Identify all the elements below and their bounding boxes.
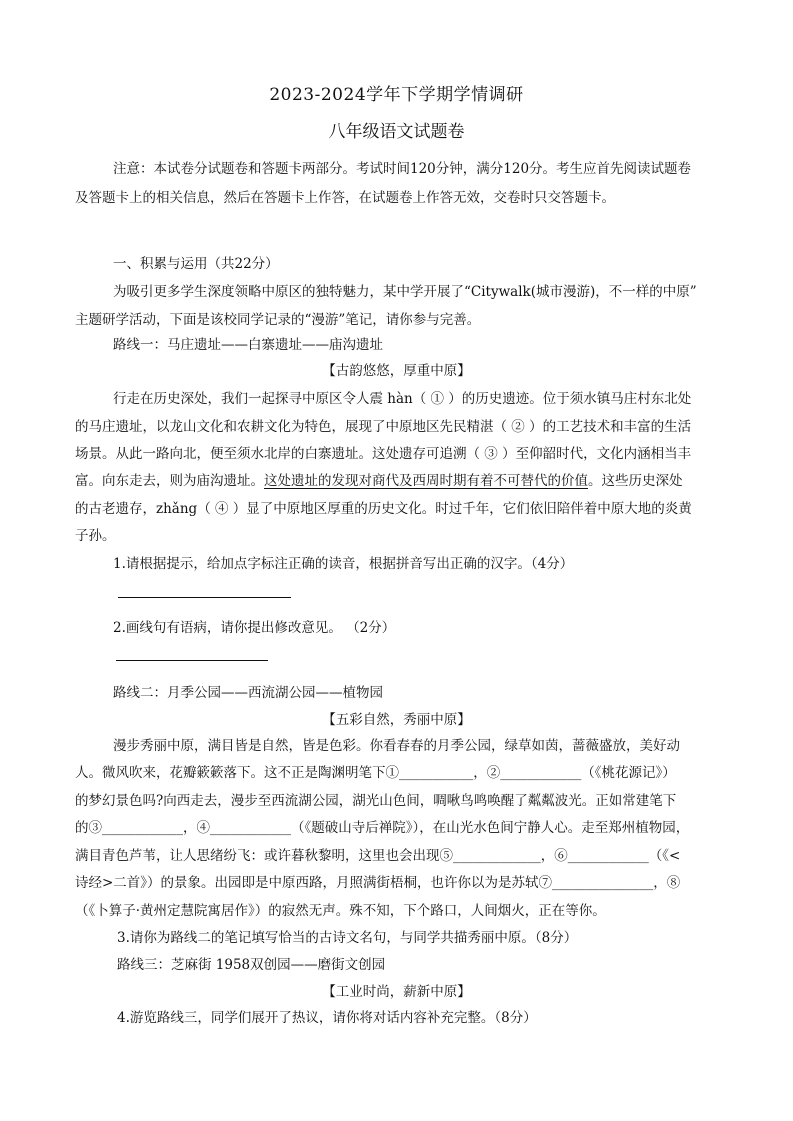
route3-label: 路线三：芝麻街 1958双创园——磨街文创园 bbox=[117, 957, 386, 973]
section-title: 一、积累与运用（共22分） bbox=[113, 256, 279, 272]
route1-para-line-1: 行走在历史深处，我们一起探寻中原区令人震 hàn（ ① ）的历史遗迹。位于须水镇马庄村东北处 bbox=[113, 391, 692, 407]
route2-para-line-7: （《卜算子·黄州定慧院寓居作》）的寂然无声。殊不知，下个路口，人间烟火，正在等你。 bbox=[75, 903, 606, 919]
notice-line-1: 注意：本试卷分试题卷和答题卡两部分。考试时间120分钟，满分120分。考生应首先阅读试题卷 bbox=[113, 161, 692, 177]
route1-label: 路线一：马庄遗址——白寨遗址——庙沟遗址 bbox=[113, 337, 383, 353]
route1-para-line-5: 的古老遗存，zhǎng（ ④ ）显了中原地区厚重的历史文化。时过千年，它们依旧陪伴着中原大地的炎黄 bbox=[75, 501, 692, 517]
underlined-sentence: 这处遗址的发现对商代及西周时期有着不可替代的价值 bbox=[264, 473, 588, 489]
route1-para-line-2: 的马庄遗址，以龙山文化和农耕文化为特色，展现了中原地区先民精湛（ ② ）的工艺技术和丰富的生活 bbox=[75, 419, 692, 435]
route1-para-line-6: 子孙。 bbox=[75, 528, 116, 544]
route3-heading: 【工业时尚，薪新中原】 bbox=[322, 984, 471, 1000]
exam-subtitle: 八年级语文试题卷 bbox=[328, 122, 465, 142]
question-3: 3.请你为路线二的笔记填写恰当的古诗文名句，与同学共描秀丽中原。（8分） bbox=[117, 930, 578, 946]
question-2: 2.画线句有语病，请你提出修改意见。 （2分） bbox=[113, 620, 396, 636]
route2-para-line-1: 漫步秀丽中原，满目皆是自然，皆是色彩。你看春春的月季公园，绿草如茵，蔷薇盛放，美好动 bbox=[113, 738, 680, 754]
question-1: 1.请根据提示，给加点字标注正确的读音，根据拼音写出正确的汉字。（4分） bbox=[113, 556, 574, 572]
route1-para-text: 富。向东走去，则为庙沟遗址。 bbox=[75, 473, 264, 489]
route2-para-line-6: 诗经>二首》）的景象。出园即是中原西路，月照满街梧桐，也许你以为是苏轼⑦_______________，⑧ bbox=[75, 875, 681, 891]
route1-para-line-3: 场景。从此一路向北，便至须水北岸的白寨遗址。这处遗存可追溯（ ③ ）至仰韶时代，文化内涵相当丰 bbox=[75, 446, 692, 462]
question-4: 4.游览路线三，同学们展开了热议，请你将对话内容补充完整。（8分） bbox=[117, 1010, 537, 1026]
section-intro-1: 为吸引更多学生深度领略中原区的独特魅力，某中学开展了“Citywalk(城市漫游)，不一样的中原” bbox=[113, 284, 697, 300]
exam-title: 2023-2024学年下学期学情调研 bbox=[269, 85, 524, 105]
route2-para-line-2: 人。微风吹来，花瓣簌簌落下。这不正是陶渊明笔下①___________，②____________（《桃花源记》） bbox=[75, 765, 676, 781]
route2-para-line-5: 满目青色芦苇，让人思绪纷飞：或许暮秋黎明，这里也会出现⑤_____________，⑥____________（《< bbox=[75, 848, 681, 864]
answer-line-q1[interactable] bbox=[118, 597, 291, 598]
route1-para-text: 。这些历史深处 bbox=[588, 473, 683, 489]
route2-heading: 【五彩自然，秀丽中原】 bbox=[322, 712, 471, 728]
answer-line-q2[interactable] bbox=[116, 660, 268, 661]
route2-para-line-4: 的③____________，④____________（《题破山寺后禅院》），在山光水色间宁静人心。走至郑州植物园， bbox=[75, 820, 690, 836]
route1-heading: 【古韵悠悠，厚重中原】 bbox=[322, 363, 471, 379]
route1-para-line-4 bbox=[75, 469, 683, 489]
notice-line-2: 及答题卡上的相关信息，然后在答题卡上作答，在试题卷上作答无效，交卷时只交答题卡。 bbox=[75, 190, 615, 206]
route2-label: 路线二：月季公园——西流湖公园——植物园 bbox=[113, 685, 383, 701]
section-intro-2: 主题研学活动，下面是该校同学记录的“漫游”笔记，请你参与完善。 bbox=[75, 312, 481, 328]
route2-para-line-3: 的梦幻景色吗?向西走去，漫步至西流湖公园，湖光山色间，啁啾鸟鸣唤醒了粼粼波光。正如常建笔下 bbox=[75, 793, 677, 809]
